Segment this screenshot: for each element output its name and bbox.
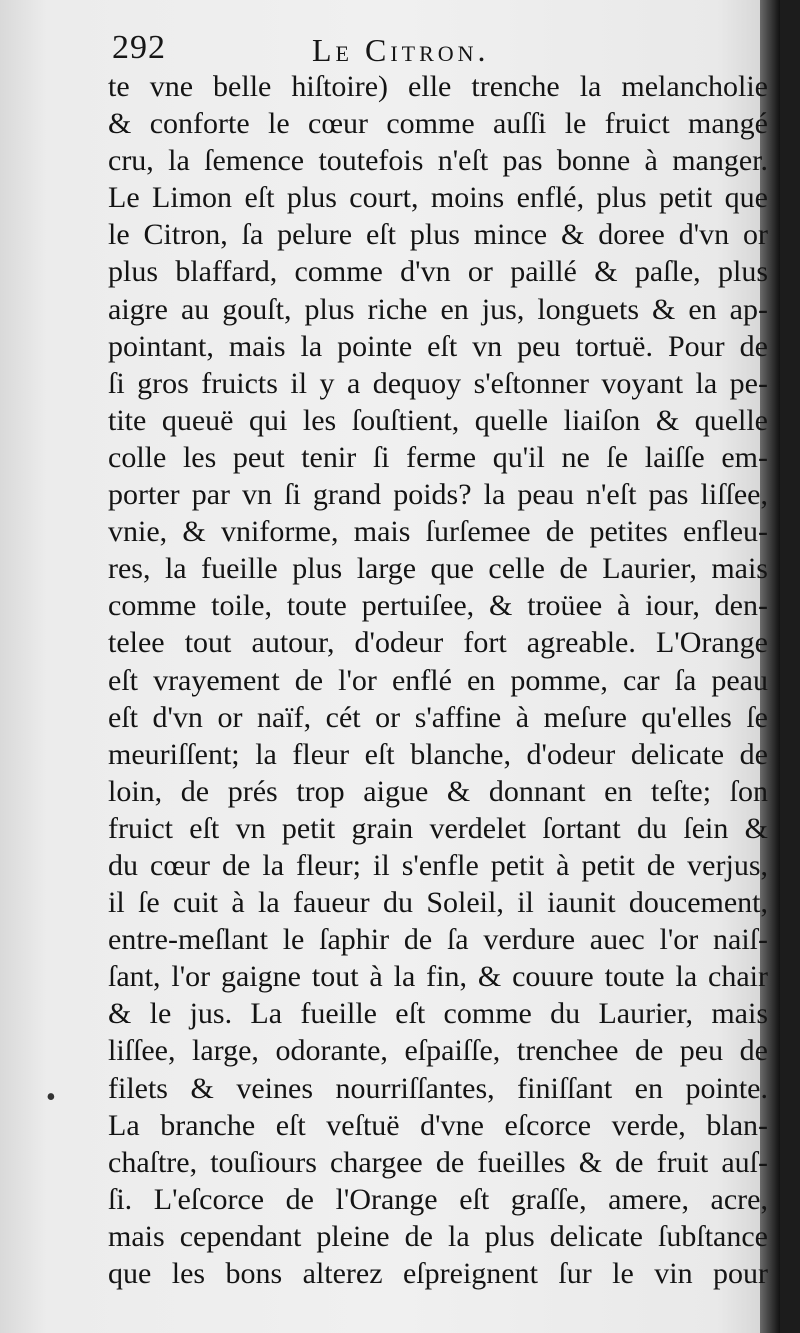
text-line: & conforte le cœur comme auſſi le fruict mangé: [108, 107, 768, 141]
text-line: comme toile, toute pertuiſee, & troüee à iour, den-: [108, 589, 768, 623]
text-line: meuriſſent; la fleur eſt blanche, d'odeur delicate de: [108, 737, 768, 771]
text-line: porter par vn ſi grand poids? la peau n'eſt pas liſſee,: [108, 478, 768, 512]
text-line: plus blaffard, comme d'vn or paillé & paſle, plus: [108, 255, 768, 289]
text-line: aigre au gouſt, plus riche en jus, longuets & en ap-: [108, 292, 768, 326]
text-line: pointant, mais la pointe eſt vn peu tortuë. Pour de: [108, 329, 768, 363]
text-line: du cœur de la fleur; il s'enfle petit à petit de verjus,: [108, 848, 768, 882]
running-title: Le Citron.: [312, 32, 490, 68]
text-line: & le jus. La fueille eſt comme du Laurier, mais: [108, 997, 768, 1031]
text-line: te vne belle hiſtoire) elle trenche la melancholie: [108, 70, 768, 103]
text-line: res, la fueille plus large que celle de Laurier, mais: [108, 552, 768, 586]
text-line: loin, de prés trop aigue & donnant en teſte; ſon: [108, 774, 768, 808]
text-line: La branche eſt veſtuë d'vne eſcorce verde, blan-: [108, 1108, 768, 1142]
text-line: eſt vrayement de l'or enflé en pomme, car ſa peau: [108, 663, 768, 697]
text-line: Le Limon eſt plus court, moins enflé, plus petit que: [108, 181, 768, 215]
text-line: fruict eſt vn petit grain verdelet ſortant du ſein &: [108, 811, 768, 845]
text-line: filets & veines nourriſſantes, finiſſant en pointe.: [108, 1071, 768, 1105]
text-line: liſſee, large, odorante, eſpaiſſe, trenchee de peu de: [108, 1034, 768, 1068]
body-text: [108, 68, 768, 1292]
text-line: ſi. L'eſcorce de l'Orange eſt graſſe, amere, acre,: [108, 1182, 768, 1216]
text-line: ſant, l'or gaigne tout à la fin, & couure toute la chair: [108, 960, 768, 994]
text-line: tite queuë qui les ſouſtient, quelle liaiſon & quelle: [108, 403, 768, 437]
text-line: telee tout autour, d'odeur fort agreable. L'Orange: [108, 626, 768, 660]
text-line: entre-meſlant le ſaphir de ſa verdure auec l'or naiſ-: [108, 923, 768, 957]
text-line: que les bons alterez eſpreignent ſur le vin pour: [108, 1257, 768, 1290]
text-line: chaſtre, touſiours chargee de fueilles & de fruit auſ-: [108, 1145, 768, 1179]
margin-dot-mark: •: [46, 1082, 56, 1113]
text-line: ſi gros fruicts il y a dequoy s'eſtonner voyant la pe-: [108, 366, 768, 400]
text-line: eſt d'vn or naïf, cét or s'affine à meſure qu'elles ſe: [108, 700, 768, 734]
text-line: mais cependant pleine de la plus delicate ſubſtance: [108, 1219, 768, 1253]
page-header: [112, 28, 592, 68]
text-line: cru, la ſemence toutefois n'eſt pas bonne à manger.: [108, 144, 768, 178]
text-line: le Citron, ſa pelure eſt plus mince & doree d'vn or: [108, 218, 768, 252]
text-line: colle les peut tenir ſi ferme qu'il ne ſe laiſſe em-: [108, 440, 768, 474]
page-number: 292: [112, 29, 166, 66]
text-line: vnie, & vniforme, mais ſurſemee de petites enfleu-: [108, 515, 768, 549]
text-line: il ſe cuit à la faueur du Soleil, il iaunit doucement,: [108, 886, 768, 920]
